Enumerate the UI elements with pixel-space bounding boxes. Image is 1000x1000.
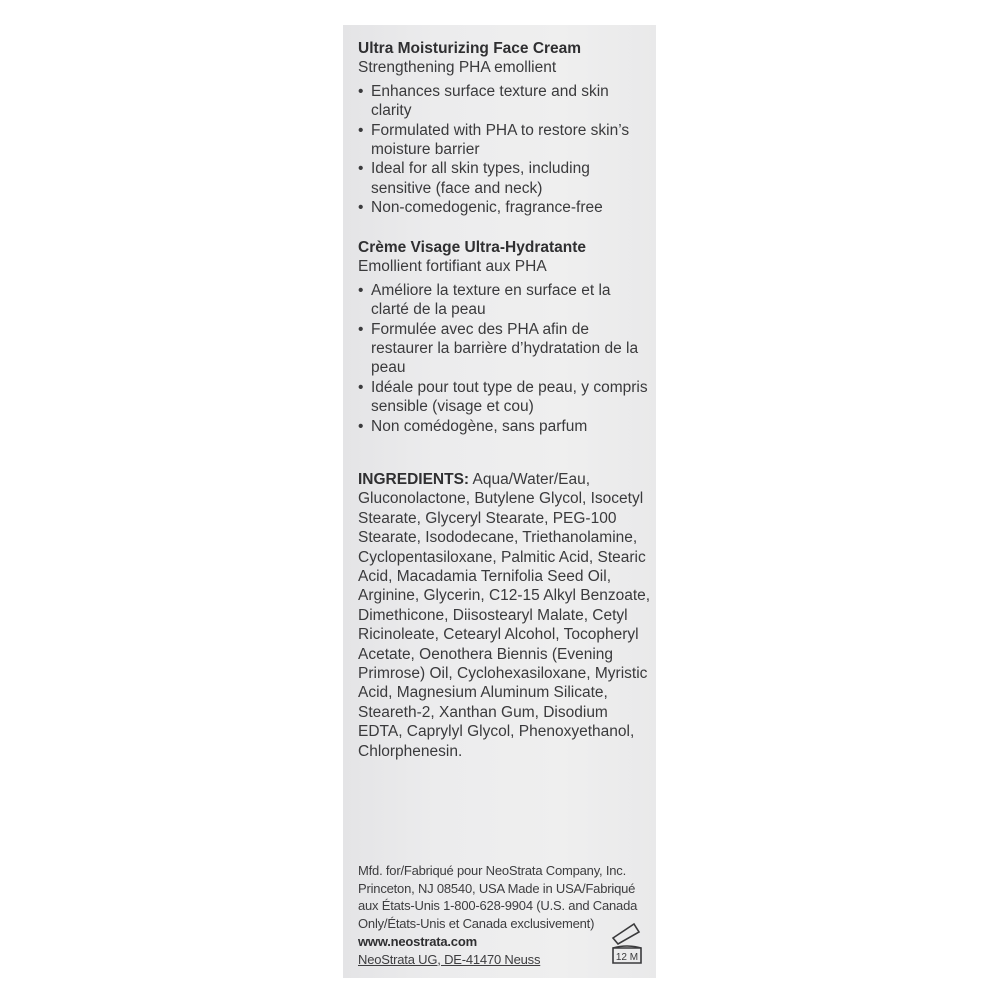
french-title: Crème Visage Ultra-Hydratante [358, 239, 586, 256]
packaging-panel [343, 25, 656, 978]
manufacturer-text: Mfd. for/Fabriqué pour NeoStrata Company, Inc. Princeton, NJ 08540, USA Made in USA/Fabriqué aux États-Unis 1-800-628-9904 (U.S. and Canada Only/États-Unis et Canada exclusivement) [358, 863, 638, 932]
manufacturer-section [358, 862, 650, 968]
ingredients-section [358, 470, 653, 761]
list-item: • Non-comedogenic, fragrance-free [358, 198, 648, 217]
eu-address: NeoStrata UG, DE-41470 Neuss [358, 951, 541, 967]
list-item: • Idéale pour tout type de peau, y compris sensible (visage et cou) [358, 378, 648, 417]
english-bullet-list [358, 82, 648, 218]
english-subtitle: Strengthening PHA emollient [358, 59, 557, 77]
french-subtitle: Emollient fortifiant aux PHA [358, 258, 547, 276]
website-link[interactable]: www.neostrata.com [358, 933, 477, 949]
ingredients-text: Aqua/Water/Eau, Gluconolactone, Butylene Glycol, Isocetyl Stearate, Glyceryl Stearate, PEG-100 Stearate, Isododecane, Triethanolamine, Cyclopentasiloxane, Palmitic Acid, Stearic Acid, Macadamia Ternifolia Seed Oil, Arginine, Glycerin, C12-15 Alkyl Benzoate, Dimethicone, Diisostearyl Malate, Cetyl Ricinoleate, Cetearyl Alcohol, Tocopheryl Acetate, Oenothera Biennis (Evening Primrose) Oil, Cyclohexasiloxane, Myristic Acid, Magnesium Aluminum Silicate, Steareth-2, Xanthan Gum, Disodium EDTA, Caprylyl Glycol, Phenoxyethanol, Chlorphenesin. [358, 471, 651, 760]
list-item: • Améliore la texture en surface et la clarté de la peau [358, 281, 648, 320]
period-after-opening [610, 920, 644, 966]
pao-label: 12 M [615, 952, 639, 963]
french-bullet-list [358, 281, 648, 436]
english-section [358, 39, 648, 218]
english-title: Ultra Moisturizing Face Cream [358, 40, 582, 57]
list-item: • Formulated with PHA to restore skin’s moisture barrier [358, 121, 648, 160]
open-jar-icon [610, 920, 644, 966]
list-item: • Non comédogène, sans parfum [358, 417, 648, 436]
list-item: • Enhances surface texture and skin clarity [358, 82, 648, 121]
list-item: • Formulée avec des PHA afin de restaurer la barrière d’hydratation de la peau [358, 320, 648, 378]
french-section [358, 238, 648, 436]
list-item: • Ideal for all skin types, including sensitive (face and neck) [358, 159, 648, 198]
ingredients-label: INGREDIENTS: [358, 471, 470, 488]
